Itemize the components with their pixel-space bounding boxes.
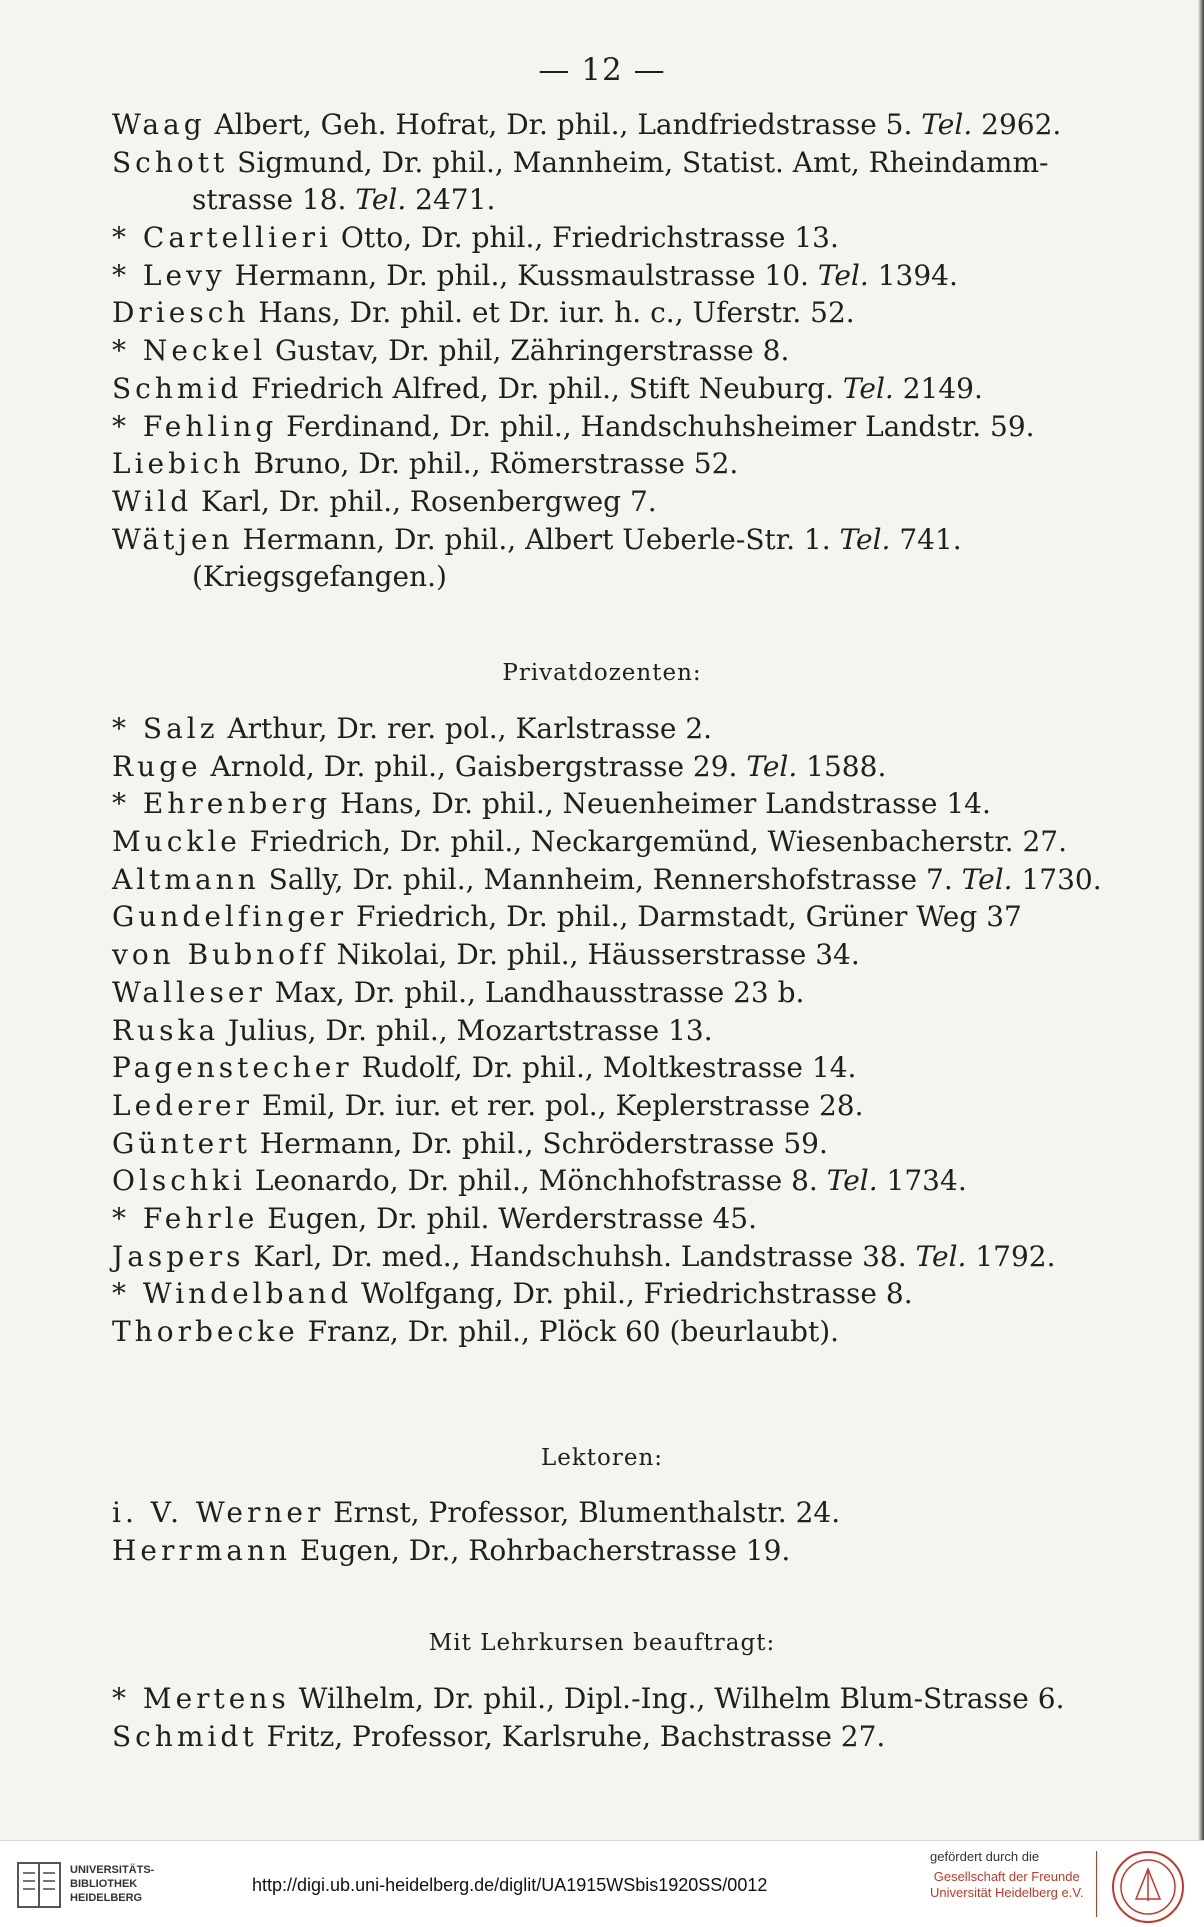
entry-details: Friedrich, Dr. phil., Neckargemünd, Wiesenbacherstr. 27. <box>240 825 1067 859</box>
entry-details: Ferdinand, Dr. phil., Handschuhsheimer Landstr. 59. <box>277 409 1035 443</box>
entry-details: Bruno, Dr. phil., Römerstrasse 52. <box>244 447 739 481</box>
entry-line <box>112 1532 1112 1570</box>
entry-details: Julius, Dr. phil., Mozartstrasse 13. <box>219 1013 713 1047</box>
university-seal-icon <box>1110 1849 1186 1925</box>
entry-tel-label: Tel. <box>839 522 891 556</box>
entry-name: * Windelband <box>112 1277 353 1311</box>
entry-details: Leonardo, Dr. phil., Mönchhofstrasse 8. <box>245 1164 827 1198</box>
footer-divider <box>1096 1851 1097 1917</box>
entry-details: Eugen, Dr., Rohrbacherstrasse 19. <box>291 1533 791 1567</box>
entry-details: Arthur, Dr. rer. pol., Karlstrasse 2. <box>218 712 713 745</box>
entry-tel-number: 2471. <box>406 183 496 217</box>
entry-name: Lederer <box>112 1088 253 1122</box>
entry-line <box>112 445 1112 483</box>
entry-line <box>112 370 1112 408</box>
entry-name: * Cartellieri <box>112 221 332 255</box>
entry-line <box>112 332 1112 370</box>
entry-name: Schott <box>112 145 229 179</box>
lektoren-list <box>112 1494 1112 1569</box>
entry-line <box>112 294 1112 332</box>
entry-line <box>112 1125 1112 1163</box>
heading-lehrkursen: Mit Lehrkursen beauftragt: <box>428 1630 776 1656</box>
entry-line <box>112 936 1112 974</box>
entry-line <box>112 521 1112 559</box>
entry-details: Arnold, Dr. phil., Gaisbergstrasse 29. <box>201 749 747 783</box>
entry-tel-label: Tel. <box>817 258 869 292</box>
entry-name: Altmann <box>112 862 260 896</box>
entry-line <box>112 974 1112 1012</box>
entry-details: Eugen, Dr. phil. Werderstrasse 45. <box>258 1201 758 1235</box>
page-edge <box>1198 0 1204 1840</box>
entry-line <box>112 1718 1112 1756</box>
entry-name: Güntert <box>112 1126 251 1160</box>
sponsor-name[interactable] <box>930 1869 1083 1901</box>
entry-details: Nikolai, Dr. phil., Häusserstrasse 34. <box>327 938 860 972</box>
entry-line <box>112 106 1112 144</box>
entry-line <box>112 1012 1112 1050</box>
entry-details: Hermann, Dr. phil., Schröderstrasse 59. <box>250 1126 828 1160</box>
entry-line <box>112 219 1112 257</box>
entry-name: Muckle <box>112 825 241 859</box>
entry-details: Fritz, Professor, Karlsruhe, Bachstrasse 27. <box>257 1719 886 1753</box>
entry-tel-label: Tel. <box>961 862 1013 896</box>
entry-name: von Bubnoff <box>112 938 328 972</box>
entry-line <box>112 1238 1112 1276</box>
entry-tel-label: Tel. <box>826 1164 878 1198</box>
entry-details: Sally, Dr. phil., Mannheim, Rennershofstrasse 7. <box>259 862 962 896</box>
entry-details: Karl, Dr. med., Handschuhsh. Landstrasse 38. <box>244 1239 916 1273</box>
entry-tel-number: 2149. <box>893 371 983 405</box>
entry-tel-number: 1394. <box>868 258 958 292</box>
entry-details: Karl, Dr. phil., Rosenbergweg 7. <box>192 484 657 518</box>
entry-tel-number: 1792. <box>966 1239 1056 1273</box>
entry-tel-number: 1734. <box>877 1164 967 1198</box>
entry-details: Hans, Dr. phil., Neuenheimer Landstrasse 14. <box>331 787 991 821</box>
entry-details: strasse 18. <box>192 183 356 217</box>
entry-line <box>112 785 1112 823</box>
entry-line <box>112 181 1112 219</box>
library-name <box>70 1863 154 1905</box>
entry-name: * Fehrle <box>112 1201 259 1235</box>
entry-line <box>112 898 1112 936</box>
entry-name: Ruska <box>112 1013 220 1047</box>
entry-line <box>112 823 1112 861</box>
entry-line <box>112 1275 1112 1313</box>
entry-tel-label: Tel. <box>915 1239 967 1273</box>
entry-name: Wild <box>112 484 193 518</box>
heading-privatdozenten: Privatdozenten: <box>502 660 702 686</box>
heading-lektoren: Lektoren: <box>540 1445 664 1471</box>
entry-tel-label: Tel. <box>355 183 407 217</box>
entry-details: Hans, Dr. phil. et Dr. iur. h. c., Uferstr. 52. <box>249 296 855 330</box>
entry-details: Ernst, Professor, Blumenthalstr. 24. <box>324 1496 841 1529</box>
entry-name: Walleser <box>112 975 266 1009</box>
entry-tel-label: Tel. <box>746 749 798 783</box>
entry-line <box>112 1049 1112 1087</box>
entry-name: Herrmann <box>112 1533 292 1567</box>
entry-details: Hermann, Dr. phil., Kussmaulstrasse 10. <box>225 258 818 292</box>
entry-tel-number: 1730. <box>1012 862 1102 896</box>
entry-line <box>112 748 1112 786</box>
entry-details: Otto, Dr. phil., Friedrichstrasse 13. <box>332 221 839 255</box>
sponsor-name-line1: Gesellschaft der Freunde <box>933 1869 1080 1884</box>
entry-line <box>112 558 1112 596</box>
footer-bar <box>0 1840 1204 1927</box>
entry-name: Thorbecke <box>112 1315 299 1348</box>
sponsor-name-line2: Universität Heidelberg e.V. <box>930 1885 1084 1900</box>
entry-details: Wilhelm, Dr. phil., Dipl.-Ing., Wilhelm Blum-Strasse 6. <box>289 1682 1065 1715</box>
entry-name: * Salz <box>112 712 219 745</box>
sponsor-caption: gefördert durch die <box>930 1849 1040 1864</box>
entry-name: i. V. Werner <box>112 1496 325 1529</box>
entry-details: Hermann, Dr. phil., Albert Ueberle-Str. 1. <box>233 522 840 556</box>
entry-line <box>112 1494 1112 1532</box>
entry-details: Sigmund, Dr. phil., Mannheim, Statist. Amt, Rheindamm- <box>228 145 1049 179</box>
entry-line <box>112 144 1112 182</box>
entry-name: Ruge <box>112 749 202 783</box>
entry-name: * Levy <box>112 258 226 292</box>
entry-details: Wolfgang, Dr. phil., Friedrichstrasse 8. <box>352 1277 913 1311</box>
entry-tel-number: 2962. <box>972 108 1062 141</box>
privatdozenten-list <box>112 710 1112 1351</box>
entry-name: Driesch <box>112 296 250 330</box>
entry-details: Gustav, Dr. phil, Zähringerstrasse 8. <box>266 334 790 368</box>
entry-details: (Kriegsgefangen.) <box>192 560 447 594</box>
entry-tel-number: 741. <box>890 522 962 556</box>
entry-details: Friedrich Alfred, Dr. phil., Stift Neuburg. <box>242 371 843 405</box>
library-name-line1: UNIVERSITÄTS- <box>70 1864 155 1876</box>
entry-name: Wätjen <box>112 522 234 556</box>
entry-name: Waag <box>112 108 206 141</box>
entry-name: * Mertens <box>112 1682 290 1715</box>
entry-details: Franz, Dr. phil., Plöck 60 (beurlaubt). <box>298 1315 840 1348</box>
entry-details: Max, Dr. phil., Landhausstrasse 23 b. <box>265 975 805 1009</box>
entry-name: * Fehling <box>112 409 278 443</box>
entry-line <box>112 861 1112 899</box>
professors-list <box>112 106 1112 596</box>
entry-details: Emil, Dr. iur. et rer. pol., Keplerstrasse 28. <box>253 1088 864 1122</box>
library-book-icon <box>14 1857 64 1913</box>
page-number: — 12 — <box>538 52 666 88</box>
library-name-line2: BIBLIOTHEK <box>70 1878 138 1890</box>
lehrkursen-list <box>112 1680 1112 1755</box>
entry-line <box>112 408 1112 446</box>
entry-name: Pagenstecher <box>112 1051 353 1085</box>
entry-name: * Ehrenberg <box>112 787 332 821</box>
entry-line <box>112 257 1112 295</box>
entry-name: Liebich <box>112 447 245 481</box>
entry-name: Gundelfinger <box>112 900 348 934</box>
entry-details: Friedrich, Dr. phil., Darmstadt, Grüner Weg 37 <box>347 900 1022 934</box>
entry-details: Albert, Geh. Hofrat, Dr. phil., Landfriedstrasse 5. <box>205 108 922 141</box>
entry-line <box>112 710 1112 748</box>
entry-tel-number: 1588. <box>797 749 887 783</box>
library-name-line3: HEIDELBERG <box>70 1892 143 1904</box>
entry-line <box>112 1313 1112 1351</box>
entry-line <box>112 1162 1112 1200</box>
entry-line <box>112 1200 1112 1238</box>
entry-details: Rudolf, Dr. phil., Moltkestrasse 14. <box>352 1051 857 1085</box>
entry-name: Schmid <box>112 371 243 405</box>
entry-name: Schmidt <box>112 1719 258 1753</box>
entry-name: Jaspers <box>112 1239 245 1273</box>
entry-tel-label: Tel. <box>842 371 894 405</box>
entry-line <box>112 1680 1112 1718</box>
entry-tel-label: Tel. <box>921 108 973 141</box>
entry-name: * Neckel <box>112 334 267 368</box>
entry-line <box>112 483 1112 521</box>
permalink-url[interactable]: http://digi.ub.uni-heidelberg.de/diglit/UA1915WSbis1920SS/0012 <box>252 1875 768 1895</box>
entry-name: Olschki <box>112 1164 246 1198</box>
entry-line <box>112 1087 1112 1125</box>
